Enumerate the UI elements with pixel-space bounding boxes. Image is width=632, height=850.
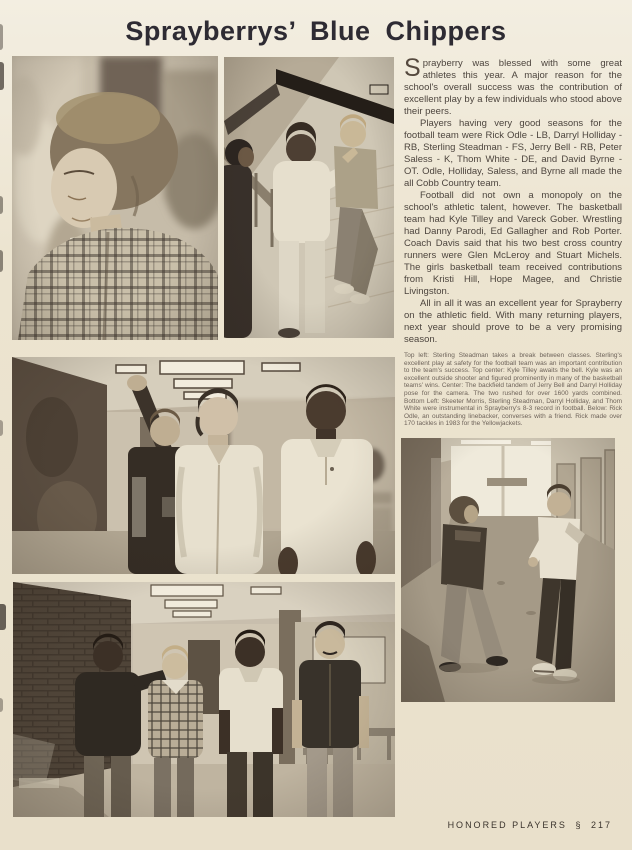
article-paragraph-1: Sprayberry was blessed with some great athletes this year. A major reason for the school's overall success was the contribution of excellent play by a few individuals who stood above their peers. <box>404 54 622 117</box>
photo-top-left-image <box>12 56 218 340</box>
article-paragraph-2: Players having very good seasons for the football team were Rick Odle - LB, Darryl Holliday - RB, Sterling Steadman - FS, Jerry Bell - RB, Peter Saless - K, Thom White - DE, and David Byrne - OT. Odle, Holliday, Saless, and Byrne all made the all Cobb Country team. <box>404 118 622 189</box>
article-paragraph-4: All in all it was an excellent year for Sprayberry on the athletic field. With many returning players, next year should prove to be a very promising season. <box>404 298 622 345</box>
scan-artifact <box>0 24 3 50</box>
footer-label: HONORED PLAYERS <box>447 820 567 830</box>
photo-bottom-left <box>13 582 395 817</box>
footer-section-symbol: § <box>575 820 583 830</box>
photo-center <box>12 357 395 574</box>
photo-top-left <box>12 56 218 340</box>
photo-bottom-left-image <box>13 582 395 817</box>
drop-cap: S <box>404 54 421 82</box>
photo-caption: Top left: Sterling Steadman takes a break between classes. Sterling's excellent play at safety for the football team was an important contribution to the team's success. Top center: Kyle Tilley awaits the bell. Kyle was an excellent outside shooter and figured prominently in many of the basketball teams' wins. Center: The backfield tandem of Jerry Bell and Darryl Holliday pose for the camera. The two rushed for over 1600 yards combined. Bottom Left: Skeeter Morris, Sterling Steadman, Darryl Holliday, and Thom White were instrumental in Sprayberry's 8-3 record in football. Below: Rick Odle, an outstanding linebacker, converses with a friend. Rick made over 170 tackles in 1983 for the Yellowjackets. <box>404 352 622 428</box>
photo-right-image <box>401 438 615 702</box>
scan-artifact <box>0 250 3 272</box>
scan-artifact <box>0 420 3 436</box>
article-body <box>404 54 622 346</box>
scan-artifact <box>0 62 4 90</box>
photo-right <box>401 438 615 702</box>
page-number: 217 <box>590 820 612 830</box>
scan-artifact <box>0 196 3 214</box>
scan-artifact <box>0 604 6 630</box>
photo-center-image <box>12 357 395 574</box>
scan-artifact <box>0 698 3 712</box>
page-title: Sprayberrys’ Blue Chippers <box>125 16 507 46</box>
page-footer <box>444 820 612 830</box>
article-paragraph-3: Football did not own a monopoly on the school's athletic talent, however. The basketball team had Kyle Tilley and Vareck Gober. Wrestling had Danny Parodi, Ed Gallagher and Rob Porter. Coach Davis said that his two best cross country runners were Glen McLeroy and Stuart Michels. The girls basketball team received contributions from Kristi Hill, Hope Magee, and Christie Livingston. <box>404 190 622 297</box>
photo-top-center-image <box>224 57 394 338</box>
photo-top-center <box>224 57 394 338</box>
